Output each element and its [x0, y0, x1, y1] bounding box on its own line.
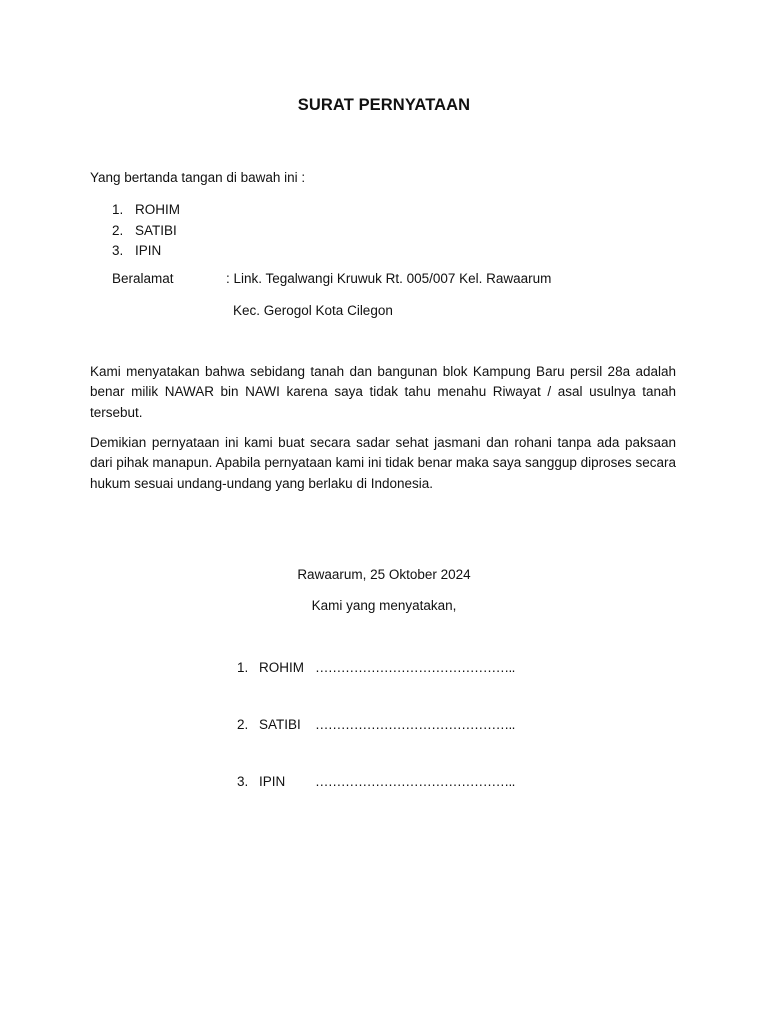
signer-name: IPIN	[259, 774, 286, 789]
address-label: Beralamat	[112, 271, 174, 286]
place-date: Rawaarum, 25 Oktober 2024	[297, 567, 471, 582]
statement-paragraph: Kami menyatakan bahwa sebidang tanah dan bangunan blok Kampung Baru persil 28a adalah benar milik NAWAR bin NAWI karena saya tidak tahu menahu Riwayat / asal usulnya tanah tersebut.	[90, 364, 676, 420]
person-name: SATIBI	[135, 222, 177, 238]
intro-text: Yang bertanda tangan di bawah ini :	[90, 170, 306, 185]
list-number: 1.	[112, 202, 124, 217]
list-number: 2.	[112, 222, 124, 238]
signature-line: ………………………………………..	[315, 774, 515, 789]
signature-number: 1.	[237, 660, 249, 675]
signature-number: 2.	[237, 717, 249, 732]
document-title: SURAT PERNYATAAN	[297, 96, 471, 114]
address-line-1: : Link. Tegalwangi Kruwuk Rt. 005/007 Kel. Rawaarum	[226, 271, 552, 286]
closing-paragraph: Demikian pernyataan ini kami buat secara sadar sehat jasmani dan rohani tanpa ada paksaan dari pihak manapun. Apabila pernyataan kami ini tidak benar maka saya sanggup diproses secara hukum sesuai undang-undang yang berlaku di Indonesia.	[90, 435, 676, 491]
signer-name: ROHIM	[259, 660, 304, 675]
signature-row	[237, 660, 515, 675]
person-list	[112, 200, 180, 262]
signature-number: 3.	[237, 774, 249, 789]
signature-line: ………………………………………..	[315, 717, 515, 732]
list-item	[112, 241, 180, 262]
signature-row	[237, 717, 515, 732]
list-item	[112, 200, 180, 221]
person-name: ROHIM	[135, 202, 180, 217]
signature-row	[237, 774, 515, 789]
closing-phrase: Kami yang menyatakan,	[311, 598, 457, 613]
signature-line: ………………………………………..	[315, 660, 515, 675]
person-name: IPIN	[135, 243, 162, 258]
address-line-2: Kec. Gerogol Kota Cilegon	[233, 303, 393, 318]
signer-name: SATIBI	[259, 717, 301, 732]
list-item	[112, 221, 180, 242]
list-number: 3.	[112, 243, 124, 258]
